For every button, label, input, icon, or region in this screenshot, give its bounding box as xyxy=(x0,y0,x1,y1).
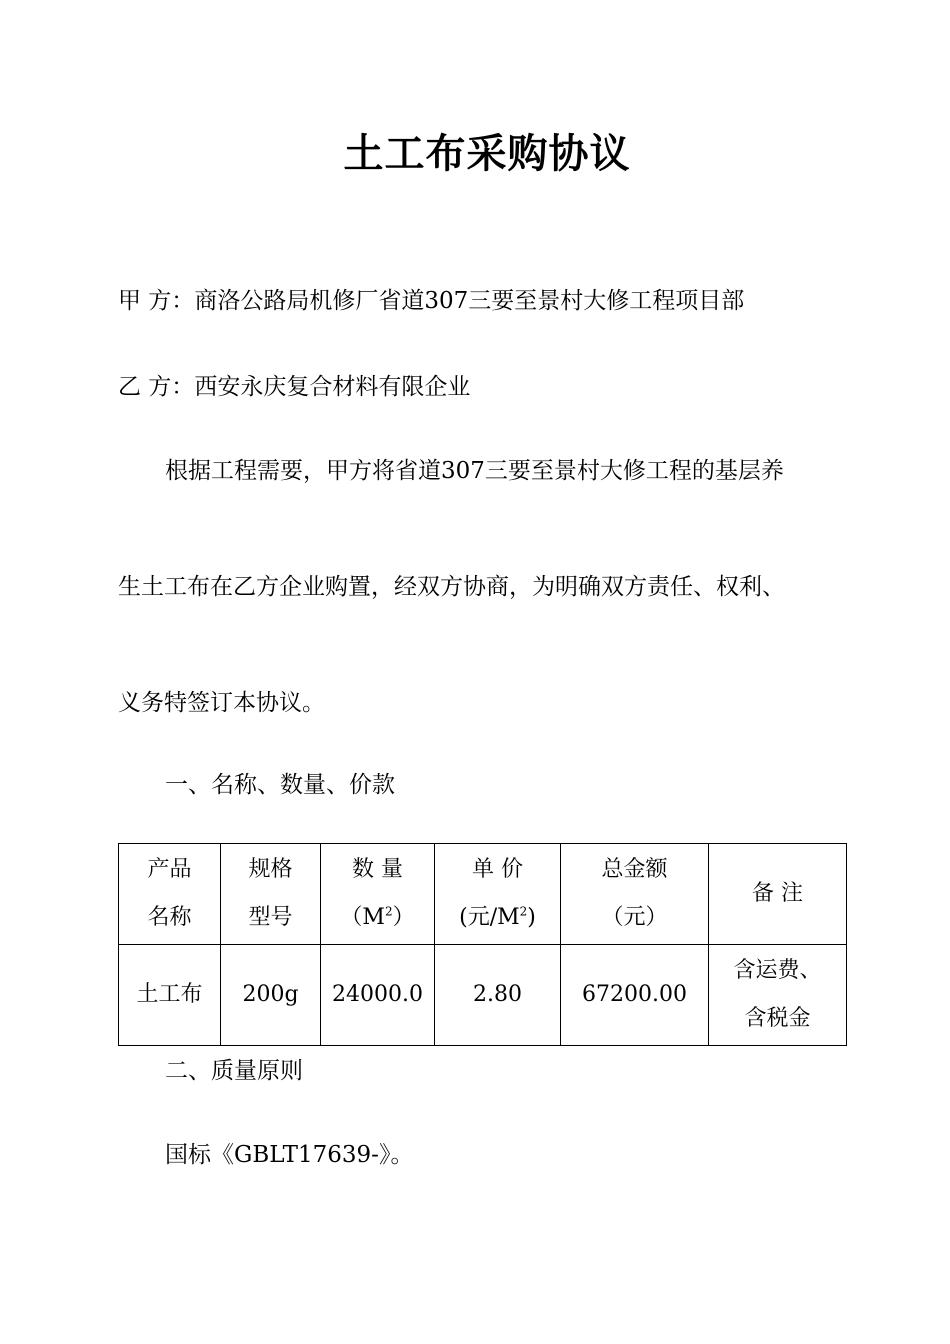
quality-standard-text: 国标《GBLT17639-》。 xyxy=(165,1142,414,1168)
intro-line-3: 义务特签订本协议。 xyxy=(118,690,325,716)
cell-total-amount: 67200.00 xyxy=(561,945,709,1046)
header-product-name: 产品 名称 xyxy=(119,844,221,945)
cell-quantity: 24000.0 xyxy=(321,945,435,1046)
header-spec-model: 规格 型号 xyxy=(221,844,321,945)
header-remarks: 备 注 xyxy=(709,844,847,945)
table-row xyxy=(119,945,847,1046)
cell-spec: 200g xyxy=(221,945,321,1046)
party-a-line xyxy=(118,286,744,316)
document-title: 土工布采购协议 xyxy=(343,131,631,177)
header-unit-price: 单 价 (元$/M^2$) xyxy=(435,844,561,945)
party-a-name: 商洛公路局机修厂省道307三要至景村大修工程项目部 xyxy=(194,288,745,314)
party-b-name: 西安永庆复合材料有限企业 xyxy=(194,374,471,400)
table-header-row xyxy=(119,844,847,945)
intro-line-2: 生土工布在乙方企业购置，经双方协商，为明确双方责任、权利、 xyxy=(118,574,785,600)
section-heading-quality: 二、质量原则 xyxy=(165,1058,303,1084)
cell-product-name: 土工布 xyxy=(119,945,221,1046)
party-b-label: 乙 方： xyxy=(118,374,195,400)
intro-line-1: 根据工程需要，甲方将省道307三要至景村大修工程的基层养 xyxy=(165,458,784,484)
goods-table xyxy=(118,843,847,1046)
party-b-line xyxy=(118,372,470,402)
cell-unit-price: 2.80 xyxy=(435,945,561,1046)
header-quantity: 数 量 $(M^2)$ xyxy=(321,844,435,945)
party-a-label: 甲 方： xyxy=(118,288,195,314)
section-heading-name-qty-price: 一、名称、数量、价款 xyxy=(165,772,395,798)
header-total-amount: 总金额 （元） xyxy=(561,844,709,945)
cell-remarks: 含运费、 含税金 xyxy=(709,945,847,1046)
